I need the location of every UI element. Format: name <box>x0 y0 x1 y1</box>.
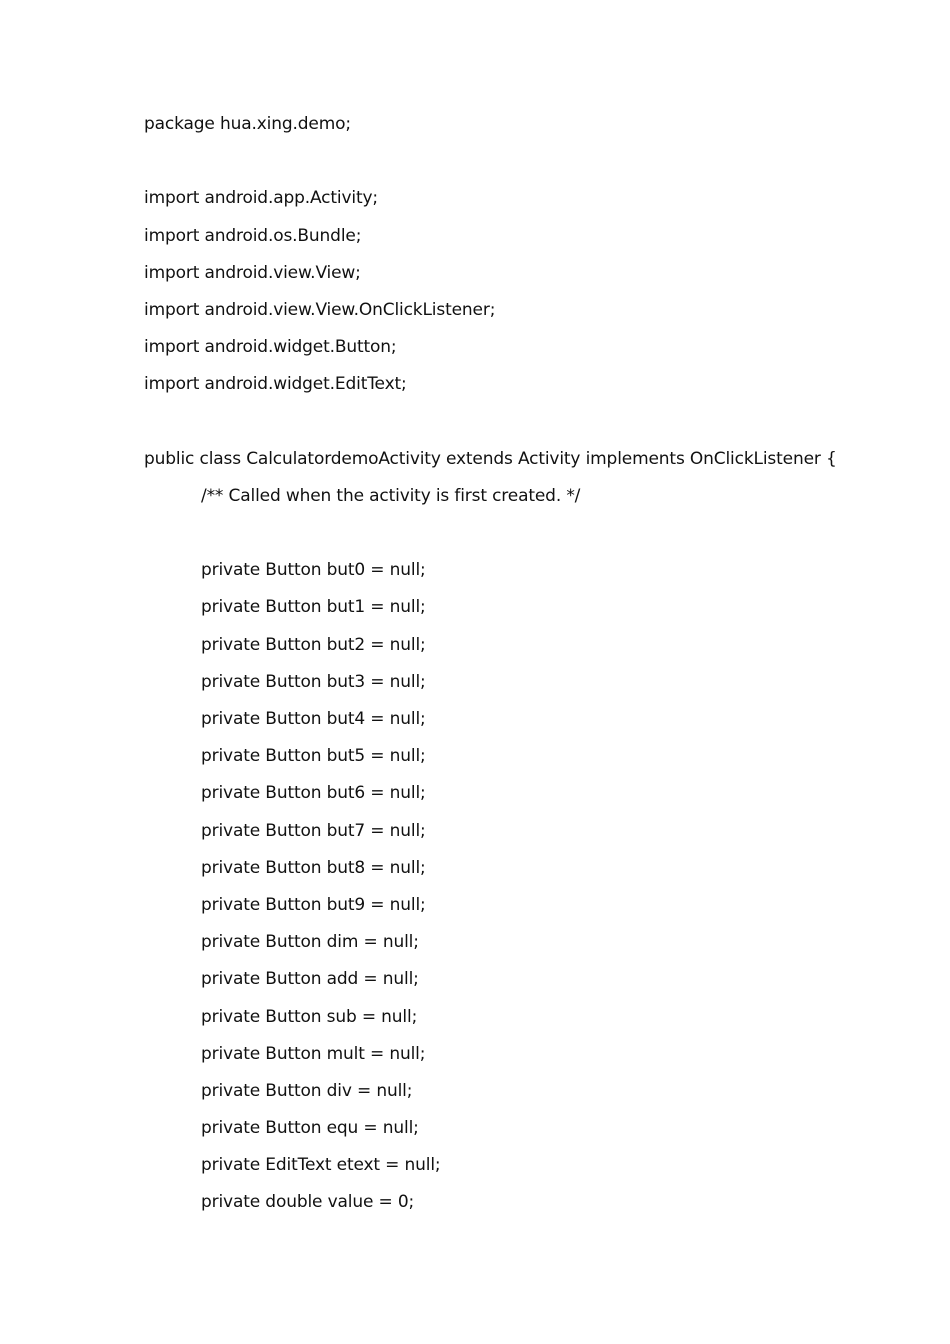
code-line: private Button but2 = null; <box>201 634 426 655</box>
code-line: import android.widget.EditText; <box>144 374 407 395</box>
code-line: private Button dim = null; <box>201 932 419 953</box>
code-line: private EditText etext = null; <box>201 1155 441 1176</box>
code-line: /** Called when the activity is first created. */ <box>201 485 581 506</box>
code-line: private Button add = null; <box>201 969 419 990</box>
code-line: import android.view.View; <box>144 262 361 283</box>
code-line: private Button equ = null; <box>201 1118 419 1139</box>
code-line: import android.view.View.OnClickListener; <box>144 299 496 320</box>
code-line: private Button sub = null; <box>201 1006 418 1027</box>
blank-line <box>144 148 904 185</box>
code-line: private double value = 0; <box>201 1192 415 1213</box>
code-line: private Button div = null; <box>201 1080 413 1101</box>
code-line: private Button but6 = null; <box>201 783 426 804</box>
code-line: import android.app.Activity; <box>144 188 378 209</box>
code-line: private Button but4 = null; <box>201 709 426 729</box>
code-line: private Button but8 = null; <box>201 857 426 878</box>
blank-line <box>144 520 904 557</box>
blank-line <box>144 409 904 446</box>
code-line: private Button but1 = null; <box>201 597 426 618</box>
code-line: private Button but9 = null; <box>201 894 426 915</box>
code-line: private Button mult = null; <box>201 1043 426 1064</box>
code-line: private Button but0 = null; <box>201 560 426 581</box>
code-line: import android.os.Bundle; <box>144 225 362 246</box>
code-line: package hua.xing.demo; <box>144 114 351 134</box>
code-line: private Button but7 = null; <box>201 820 426 841</box>
code-line: private Button but3 = null; <box>201 671 426 692</box>
code-line: private Button but5 = null; <box>201 746 426 767</box>
code-line: import android.widget.Button; <box>144 337 397 358</box>
code-line: public class CalculatordemoActivity extends Activity implements OnClickListener { <box>144 448 837 469</box>
code-listing <box>144 111 904 1227</box>
